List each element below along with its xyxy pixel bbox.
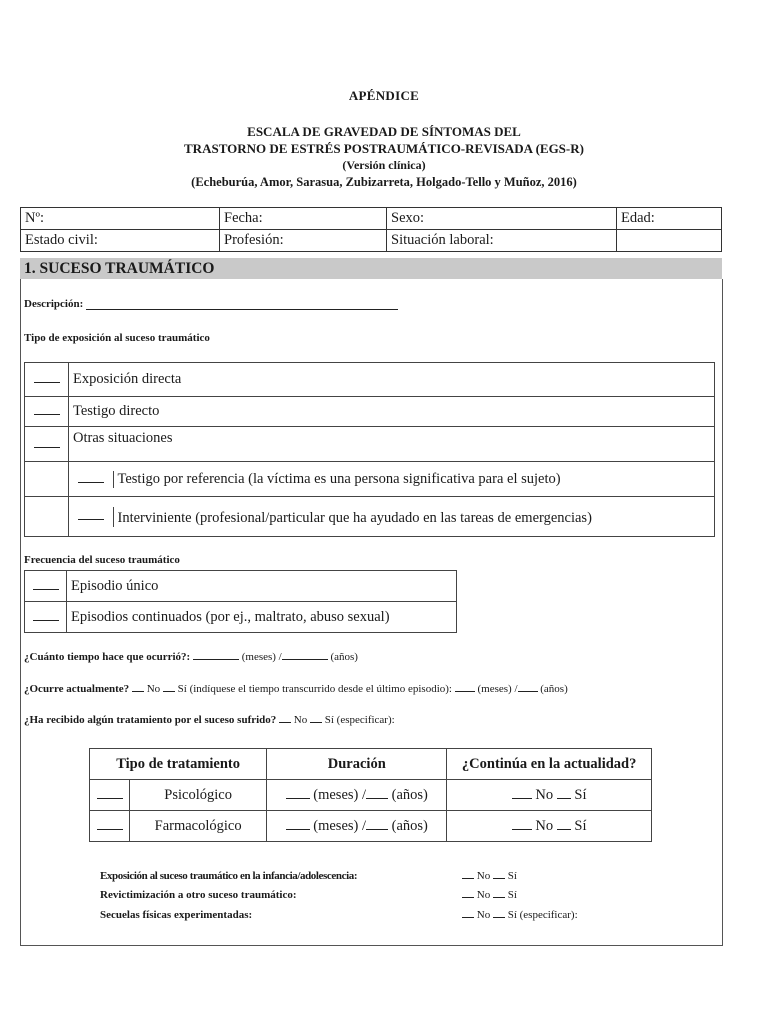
exposure-direct: Exposición directa [69,363,715,397]
header-continues: ¿Continúa en la actualidad? [447,749,652,780]
months-unit: (meses) / [313,786,367,803]
field-sex[interactable]: Sexo: [387,208,617,230]
question-when [24,651,358,663]
no-option: No [293,714,308,726]
treatment-type: Psicológico [130,780,267,811]
checkbox-blank[interactable] [25,397,69,427]
years-field[interactable] [366,790,388,799]
frequency-single: Episodio único [67,571,457,602]
exposure-witness: Testigo directo [69,397,715,427]
treatment-duration [267,811,447,842]
treatment-table [89,748,652,842]
no-blank[interactable] [279,714,291,723]
exposure-reference: Testigo por referencia (la víctima es una persona significativa para el sujeto) [117,470,561,487]
identification-grid [20,207,722,252]
yes-blank[interactable] [557,790,571,799]
months-unit: (meses) / [477,683,518,695]
field-profession[interactable]: Profesión: [220,230,387,252]
years-unit: (años) [391,817,428,834]
description-field[interactable] [86,299,398,310]
revictimization-label: Revictimización a otro suceso traumático: [100,889,297,901]
frequency-table [24,570,457,633]
treatment-continues [447,780,652,811]
checkbox-blank[interactable] [90,811,130,842]
checkbox-blank[interactable] [69,471,113,488]
childhood-exposure-label: Exposición al suceso traumático en la infancia/adolescencia: [100,870,358,882]
checkbox-blank[interactable] [69,507,113,527]
childhood-exposure-answer [462,870,517,882]
no-blank[interactable] [462,870,474,879]
checkbox-blank[interactable] [25,571,67,602]
yes-option: Sí [507,889,517,901]
question-treatment [24,714,395,726]
section-title: 1. SUCESO TRAUMÁTICO [20,258,722,279]
no-option: No [476,889,491,901]
yes-blank[interactable] [163,683,175,692]
field-empty[interactable] [617,230,722,252]
yes-blank[interactable] [493,870,505,879]
question-when-text: ¿Cuánto tiempo hace que ocurrió?: [24,651,191,663]
yes-blank[interactable] [310,714,322,723]
treatment-continues [447,811,652,842]
exposure-table [24,362,715,537]
yes-option: Sí [507,870,517,882]
question-current [24,683,568,695]
yes-option: Sí [574,817,587,834]
yes-blank[interactable] [557,821,571,830]
revictimization-answer [462,889,517,901]
scale-title-line1: ESCALA DE GRAVEDAD DE SÍNTOMAS DEL [247,124,521,139]
months-unit: (meses) / [313,817,367,834]
physical-sequelae-label: Secuelas físicas experimentadas: [100,909,253,921]
no-option: No [476,870,491,882]
years-unit: (años) [330,651,358,663]
treatment-type: Farmacológico [130,811,267,842]
checkbox-blank[interactable] [25,602,67,633]
months-field[interactable] [193,651,239,660]
no-blank[interactable] [462,889,474,898]
scale-version: (Versión clínica) [342,158,426,172]
scale-authors: (Echeburúa, Amor, Sarasua, Zubizarreta, Holgado-Tello y Muñoz, 2016) [191,175,577,189]
field-marital-status[interactable]: Estado civil: [21,230,220,252]
no-blank[interactable] [512,821,532,830]
table-row [90,780,652,811]
frequency-label: Frecuencia del suceso traumático [24,554,180,566]
years-field[interactable] [282,651,328,660]
years-unit: (años) [391,786,428,803]
no-blank[interactable] [132,683,144,692]
months-unit: (meses) / [241,651,282,663]
field-number[interactable]: Nº: [21,208,220,230]
years-unit: (años) [540,683,568,695]
no-option: No [476,909,491,921]
checkbox-blank[interactable] [25,363,69,397]
yes-option: Sí (especificar): [507,909,578,921]
months-field[interactable] [455,683,475,692]
question-current-text: ¿Ocurre actualmente? [24,683,130,695]
empty-cell [25,462,69,497]
no-option: No [535,786,554,803]
exposure-intervener: Interviniente (profesional/particular que ha ayudado en las tareas de emergencias) [117,509,592,526]
checkbox-blank[interactable] [25,427,69,462]
yes-blank[interactable] [493,909,505,918]
table-row [90,811,652,842]
scale-title-line2: TRASTORNO DE ESTRÉS POSTRAUMÁTICO-REVISADA (EGS-R) [184,141,584,156]
field-age[interactable]: Edad: [617,208,722,230]
years-field[interactable] [518,683,538,692]
yes-blank[interactable] [493,889,505,898]
appendix-title: APÉNDICE [348,88,420,103]
months-field[interactable] [286,790,310,799]
physical-sequelae-answer [462,909,578,921]
header-treatment-type: Tipo de tratamiento [90,749,267,780]
field-date[interactable]: Fecha: [220,208,387,230]
empty-cell [25,497,69,537]
frequency-continued: Episodios continuados (por ej., maltrato, abuso sexual) [67,602,457,633]
no-blank[interactable] [512,790,532,799]
exposure-label: Tipo de exposición al suceso traumático [24,332,210,344]
yes-option: Sí (indíquese el tiempo transcurrido desde el último episodio): [177,683,452,695]
question-treatment-text: ¿Ha recibido algún tratamiento por el suceso sufrido? [24,714,277,726]
treatment-duration [267,780,447,811]
description-row [24,298,398,310]
field-employment-status[interactable]: Situación laboral: [387,230,617,252]
description-label: Descripción: [24,298,84,310]
yes-option: Sí (especificar): [324,714,395,726]
no-option: No [146,683,161,695]
exposure-other: Otras situaciones [69,427,715,462]
header-duration: Duración [267,749,447,780]
years-field[interactable] [366,821,388,830]
checkbox-blank[interactable] [90,780,130,811]
no-blank[interactable] [462,909,474,918]
months-field[interactable] [286,821,310,830]
no-option: No [535,817,554,834]
document-heading [0,88,768,191]
yes-option: Sí [574,786,587,803]
